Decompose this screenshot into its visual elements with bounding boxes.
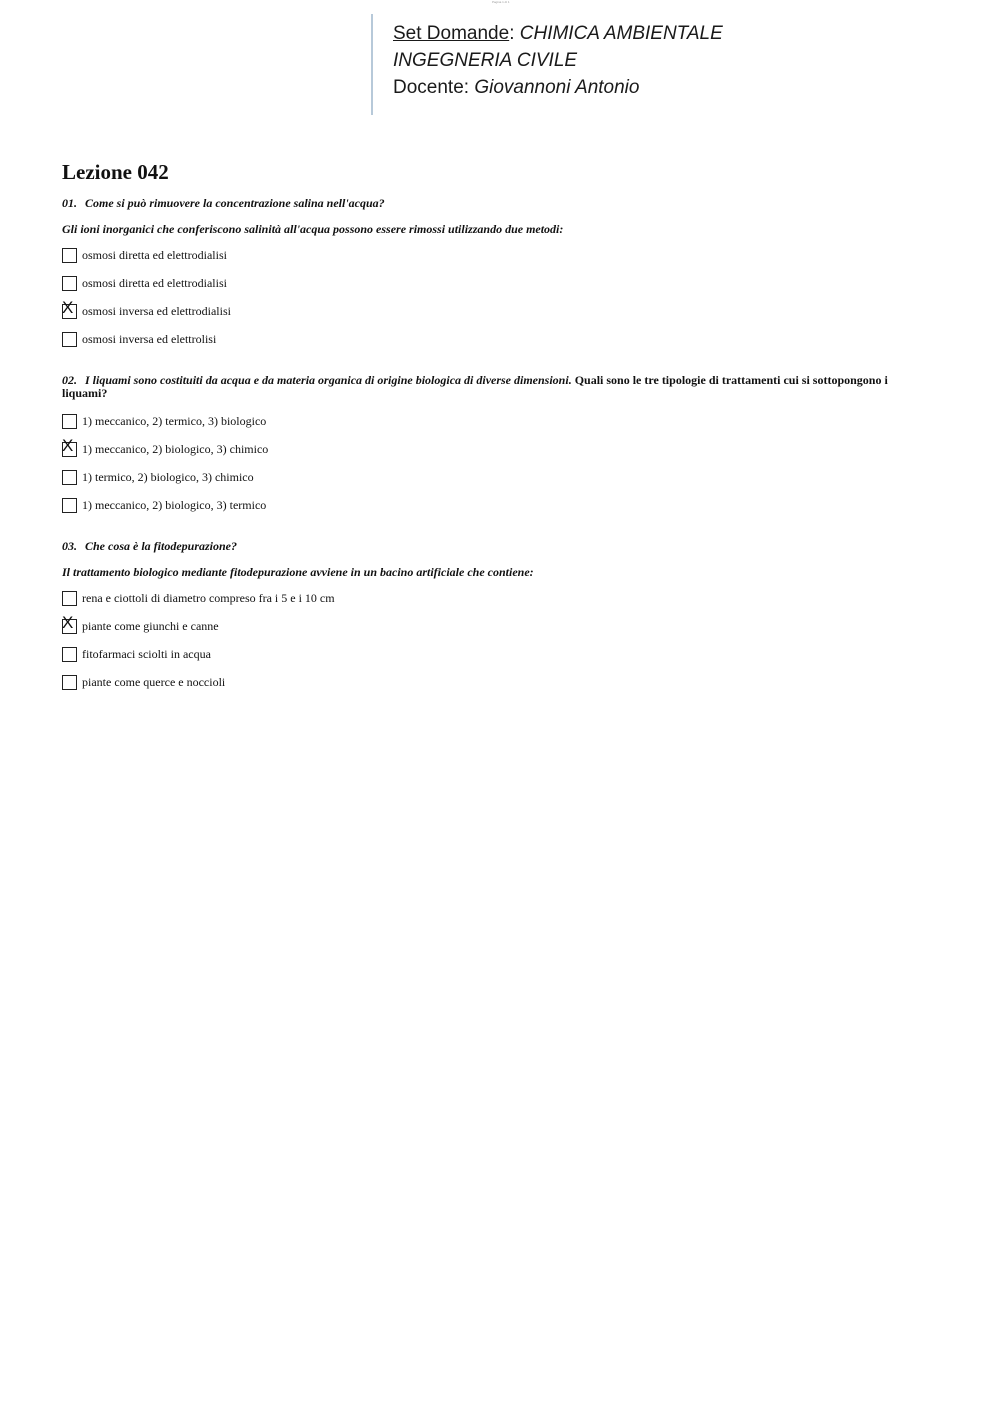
answer-option[interactable] bbox=[62, 468, 932, 486]
answer-option[interactable] bbox=[62, 435, 932, 458]
page-number-mark: Pagina 1 di 1 bbox=[492, 0, 510, 4]
check-mark-icon: X bbox=[62, 612, 74, 632]
answer-option[interactable] bbox=[62, 246, 932, 264]
answer-label: fitofarmaci sciolti in acqua bbox=[82, 646, 211, 661]
check-mark-icon: X bbox=[62, 297, 74, 317]
answer-checkbox[interactable] bbox=[62, 470, 77, 485]
answer-checkbox[interactable] bbox=[62, 647, 77, 662]
lesson-title: Lezione 042 bbox=[62, 160, 169, 184]
answer-checkbox[interactable] bbox=[62, 612, 77, 634]
question-text bbox=[62, 197, 932, 210]
answer-option[interactable] bbox=[62, 645, 932, 663]
answer-checkbox[interactable] bbox=[62, 435, 77, 457]
teacher-line bbox=[393, 74, 931, 101]
answer-checkbox[interactable] bbox=[62, 248, 77, 263]
answer-checkbox[interactable] bbox=[62, 414, 77, 429]
answer-label: osmosi inversa ed elettrodialisi bbox=[82, 303, 231, 318]
answer-label: osmosi diretta ed elettrodialisi bbox=[82, 275, 227, 290]
check-mark-icon: X bbox=[62, 435, 74, 455]
question-subtitle: Il trattamento biologico mediante fitodepurazione avviene in un bacino artificiale che contiene: bbox=[62, 565, 534, 579]
teacher-label: Docente: bbox=[393, 77, 475, 98]
answer-label: piante come querce e noccioli bbox=[82, 674, 226, 689]
answer-option[interactable] bbox=[62, 412, 932, 430]
answer-checkbox[interactable] bbox=[62, 276, 77, 291]
answer-checkbox[interactable] bbox=[62, 498, 77, 513]
question-number: 02. bbox=[62, 373, 77, 387]
answer-label: 1) meccanico, 2) termico, 3) biologico bbox=[82, 413, 267, 428]
document-header bbox=[371, 14, 931, 115]
answer-label: osmosi diretta ed elettrodialisi bbox=[82, 247, 227, 262]
question-body: Come si può rimuovere la concentrazione salina nell'acqua? bbox=[85, 196, 385, 210]
question-block bbox=[62, 374, 932, 514]
answer-option[interactable] bbox=[62, 330, 932, 348]
teacher-name: Giovannoni Antonio bbox=[474, 77, 640, 98]
answer-label: osmosi inversa ed elettrolisi bbox=[82, 331, 217, 346]
question-subtitle: Gli ioni inorganici che conferiscono salinità all'acqua possono essere rimossi utilizzando due metodi: bbox=[62, 222, 564, 236]
question-text bbox=[62, 540, 932, 553]
answer-checkbox[interactable] bbox=[62, 297, 77, 319]
answer-checkbox[interactable] bbox=[62, 675, 77, 690]
answer-checkbox[interactable] bbox=[62, 591, 77, 606]
answer-checkbox[interactable] bbox=[62, 332, 77, 347]
answer-label: 1) termico, 2) biologico, 3) chimico bbox=[82, 469, 254, 484]
answer-option[interactable] bbox=[62, 496, 932, 514]
answer-option[interactable] bbox=[62, 612, 932, 635]
answer-label: rena e ciottoli di diametro compreso fra i 5 e i 10 cm bbox=[82, 590, 335, 605]
question-number: 03. bbox=[62, 539, 77, 553]
course-name: INGEGNERIA CIVILE bbox=[393, 50, 578, 71]
question-body: I liquami sono costituiti da acqua e da materia organica di origine biologica di diverse dimensioni. bbox=[85, 373, 572, 387]
question-block bbox=[62, 540, 932, 691]
set-line bbox=[393, 14, 931, 47]
answer-label: 1) meccanico, 2) biologico, 3) termico bbox=[82, 497, 267, 512]
answer-label: 1) meccanico, 2) biologico, 3) chimico bbox=[82, 441, 269, 456]
set-separator: : bbox=[509, 23, 520, 44]
set-value: CHIMICA AMBIENTALE bbox=[519, 23, 723, 44]
answer-label: piante come giunchi e canne bbox=[82, 618, 219, 633]
question-block bbox=[62, 197, 932, 348]
answer-option[interactable] bbox=[62, 297, 932, 320]
answer-option[interactable] bbox=[62, 589, 932, 607]
question-body: Che cosa è la fitodepurazione? bbox=[85, 539, 237, 553]
question-text bbox=[62, 374, 932, 400]
answer-option[interactable] bbox=[62, 673, 932, 691]
answer-option[interactable] bbox=[62, 274, 932, 292]
questions-list bbox=[62, 197, 932, 717]
question-body-tail: Quali sono le tre tipologie di trattamenti cui si sottopongono i liquami? bbox=[62, 373, 888, 400]
set-label: Set Domande bbox=[393, 23, 510, 44]
question-number: 01. bbox=[62, 196, 77, 210]
